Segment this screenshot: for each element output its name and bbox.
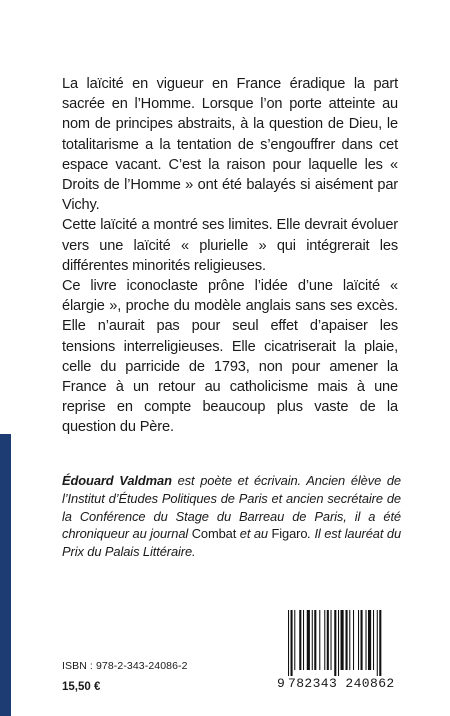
- barcode-bar: [366, 610, 367, 670]
- barcode-bar: [288, 610, 289, 676]
- barcode-bar: [307, 610, 310, 670]
- barcode-number: 782343 240862: [288, 676, 395, 691]
- bio-text-3: . Il est lauréat du Prix du Palais Littéraire.: [62, 526, 402, 560]
- barcode-bar: [377, 610, 378, 676]
- isbn-label: ISBN : 978-2-343-24086-2: [62, 660, 188, 672]
- blurb-paragraph-3: Ce livre iconoclaste prône l’idée d’une laïcité « élargie », proche du modèle anglais sans ses excès. Elle n’aurait pas pour seul effet d’apaiser les tensions interreligieuses. Elle cicatriserait la plaie, celle du parricide de 1793, non pour amener la France à un retour au catholicisme mais à une reprise en compte beaucoup plus vaste de la question du Père.: [62, 278, 398, 436]
- barcode-bar: [373, 610, 374, 670]
- barcode-lead-digit: 9: [277, 676, 286, 691]
- barcode-bar: [312, 610, 313, 670]
- barcode-bars-icon: [279, 610, 405, 676]
- barcode-bar: [334, 610, 336, 676]
- bio-figaro: Figaro: [271, 526, 308, 542]
- blue-side-bar: [0, 434, 11, 716]
- barcode-bar: [358, 610, 359, 670]
- barcode-bar: [361, 610, 363, 670]
- barcode-bar: [379, 610, 381, 676]
- barcode-bar: [291, 610, 293, 676]
- barcode: [279, 610, 405, 692]
- barcode-bar: [349, 610, 350, 670]
- bio-text-1: est poète et écrivain. Ancien élève de l’Institut d’Études Politiques de Paris et ancien secrétaire de la Conférence du Stage du Barreau de Paris, il a été chroniqueur au journal: [62, 473, 401, 542]
- author-bio: [62, 472, 401, 561]
- barcode-bar: [338, 610, 339, 676]
- barcode-bar: [319, 610, 320, 670]
- barcode-bar: [303, 610, 304, 670]
- bio-combat: Combat: [191, 526, 237, 542]
- barcode-bar: [346, 610, 348, 670]
- barcode-bar: [341, 610, 344, 670]
- blurb-paragraph-1: La laïcité en vigueur en France éradique la part sacrée en l’Homme. Lorsque l’on porte atteinte au nom de principes abstraits, à la question de Dieu, le totalitarisme a la tentation de s’engouffrer dans cet espace vacant. C’est la raison pour laquelle les « Droits de l’Homme » ont été balayés si aisément par Vichy.: [62, 76, 398, 214]
- barcode-bar: [294, 610, 295, 670]
- barcode-bar: [314, 610, 316, 670]
- back-cover-blurb: [62, 74, 398, 438]
- blurb-paragraph-2: Cette laïcité a montré ses limites. Elle devrait évoluer vers une laïcité « plurielle » qui intégrerait les différentes minorités religieuses.: [62, 217, 398, 274]
- barcode-bar: [327, 610, 329, 670]
- barcode-bar: [299, 610, 301, 670]
- barcode-bar: [324, 610, 325, 670]
- author-name: Édouard Valdman: [62, 473, 172, 488]
- barcode-bar: [353, 610, 354, 670]
- barcode-bar: [368, 610, 371, 670]
- bio-text-2: et au: [236, 526, 272, 542]
- barcode-bar: [331, 610, 332, 670]
- price-label: 15,50 €: [62, 681, 101, 693]
